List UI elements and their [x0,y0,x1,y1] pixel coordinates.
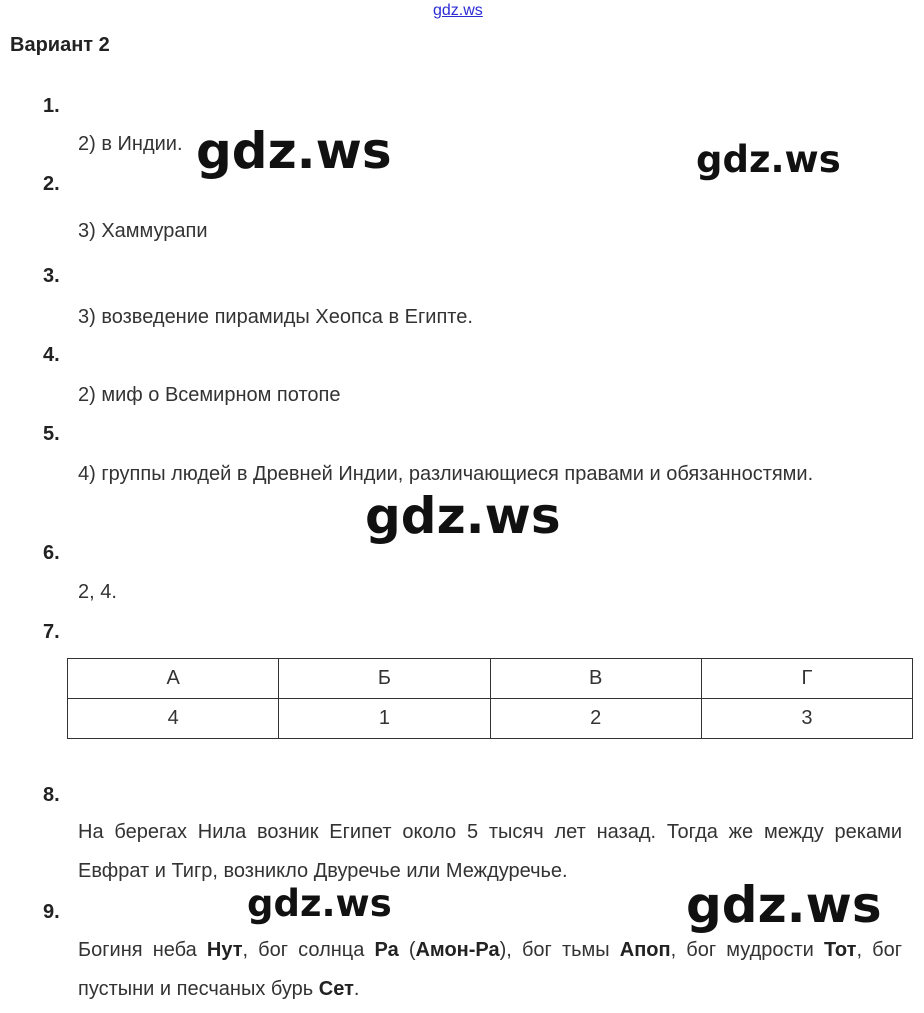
question-3-answer: 3) возведение пирамиды Хеопса в Египте. [78,306,473,328]
god-name: Сет [318,978,354,1000]
answer-table [67,658,913,739]
table-cell: 4 [68,699,279,739]
table-header-row [68,659,913,699]
table-header-cell: Б [279,659,490,699]
question-3-number: 3. [43,265,60,287]
question-9-number: 9. [43,901,60,923]
question-4-answer: 2) миф о Всемирном потопе [78,384,341,406]
question-2-number: 2. [43,173,60,195]
god-name: Апоп [619,939,671,961]
site-link[interactable]: gdz.ws [433,2,483,19]
question-6-answer: 2, 4. [78,581,117,603]
question-9-answer: Богиня неба Нут, бог солнца Ра (Амон-Ра), бог тьмы Апоп, бог мудрости Тот, бог пустыни и песчаных бурь Сет. [78,939,902,1000]
question-1-number: 1. [43,95,60,117]
question-7-number: 7. [43,621,60,643]
god-name: Нут [206,939,243,961]
god-name: Амон-Ра [415,939,500,961]
question-8-answer: На берегах Нила возник Египет около 5 тысяч лет назад. Тогда же между реками Евфрат и Тигр, возникло Двуречье или Междуречье. [78,821,902,882]
watermark: gdz.ws [247,882,392,925]
page-title: Вариант 2 [10,34,110,56]
table-cell: 2 [490,699,701,739]
question-8-number: 8. [43,784,60,806]
question-4-number: 4. [43,344,60,366]
god-name: Ра [374,939,399,961]
question-2-answer: 3) Хаммурапи [78,220,208,242]
table-header-cell: В [490,659,701,699]
question-1-answer: 2) в Индии. [78,133,183,155]
question-6-number: 6. [43,542,60,564]
watermark: gdz.ws [696,138,841,181]
question-5-answer: 4) группы людей в Древней Индии, различающиеся правами и обязанностями. [78,463,814,485]
god-name: Тот [823,939,857,961]
watermark: gdz.ws [686,876,882,934]
table-cell: 1 [279,699,490,739]
watermark: gdz.ws [196,122,392,180]
table-header-cell: А [68,659,279,699]
table-cell: 3 [701,699,912,739]
question-5-number: 5. [43,423,60,445]
watermark: gdz.ws [365,487,561,545]
table-row [68,699,913,739]
table-header-cell: Г [701,659,912,699]
